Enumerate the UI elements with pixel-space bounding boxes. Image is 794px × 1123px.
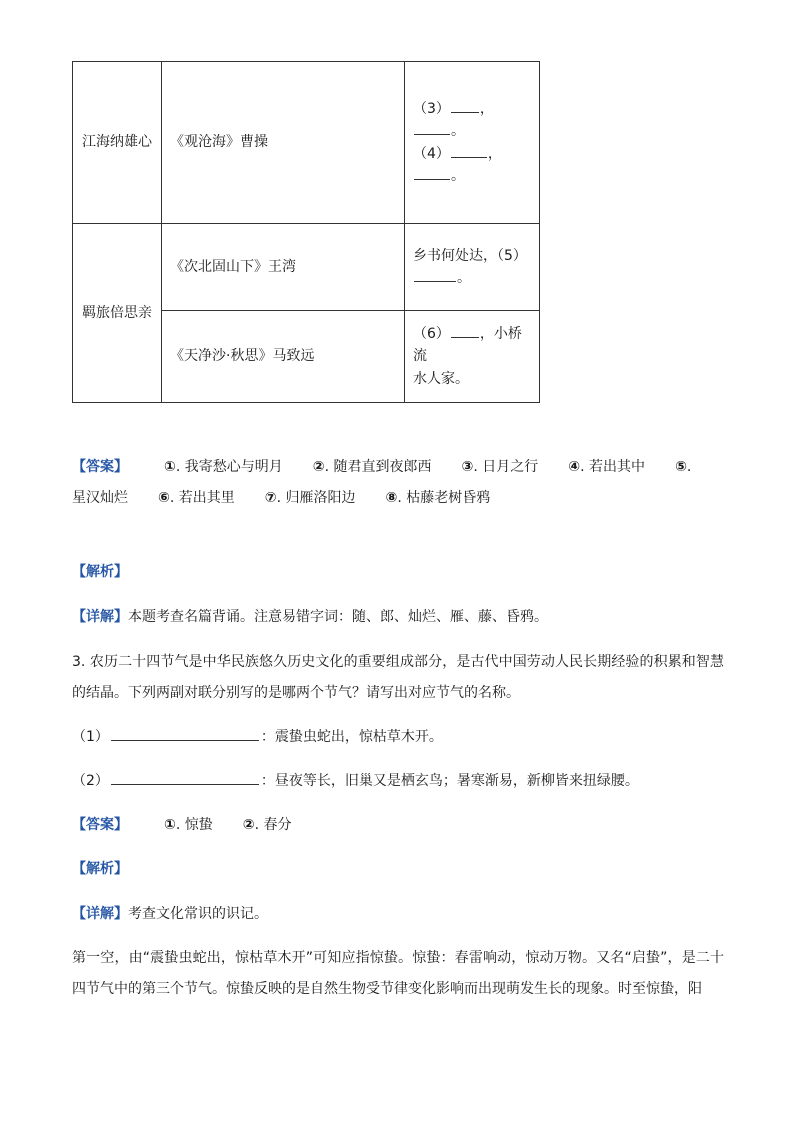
sub-question-2: （2） ：昼夜等长，旧巢又是栖玄鸟；暑寒渐易，新柳皆来扭绿腰。 (72, 770, 724, 790)
answer-blank[interactable] (451, 98, 479, 113)
answer-blank[interactable] (111, 770, 259, 785)
table-row (73, 62, 540, 224)
answer-section (72, 452, 724, 514)
answer-item: ①. 惊蛰 (164, 817, 213, 833)
detail-tag: 【详解】 (72, 906, 128, 922)
answer-section-2 (72, 814, 724, 834)
question-cell: （6） ，小桥流 水人家。 (405, 311, 540, 403)
analysis-heading-2: 【解析】 (72, 861, 128, 877)
answer-blank[interactable] (414, 120, 450, 135)
answer-item: ②. 春分 (242, 817, 292, 833)
answer-item: ③. 日月之行 (461, 459, 539, 475)
sub-question-1: （1） ：震蛰虫蛇出，惊枯草木开。 (72, 726, 724, 746)
analysis-paragraph: 第一空，由“震蛰虫蛇出，惊枯草木开”可知应指惊蛰。惊蛰：春雷响动，惊动万物。又名“启蛰”，是二十四节气中的第三个节气。惊蛰反映的是自然生物受节律变化影响而出现萌发生长的现象。时至惊蛰，阳 (72, 950, 724, 997)
answer-item: ⑤. (675, 459, 692, 475)
answer-item: ⑧. 枯藤老树昏鸦 (385, 490, 491, 506)
work-cell: 《天净沙·秋思》马致远 (162, 311, 405, 403)
question-cell: （3） ， 。 （4） ， 。 (405, 62, 540, 224)
analysis-detail-2: 【详解】考查文化常识的识记。 (72, 906, 268, 922)
answer-tag: 【答案】 (72, 817, 128, 833)
question-stem: 3. 农历二十四节气是中华民族悠久历史文化的重要组成部分，是古代中国劳动人民长期经验的积累和智慧的结晶。下列两副对联分别写的是哪两个节气？请写出对应节气的名称。 (72, 654, 724, 701)
answer-item: ⑦. 归雁洛阳边 (264, 490, 356, 506)
answer-blank[interactable] (111, 726, 259, 741)
question-cell: 乡书何处达，（5） 。 (405, 224, 540, 311)
answer-item: ④. 若出其中 (568, 459, 646, 475)
answer-blank[interactable] (414, 267, 456, 282)
answer-blank[interactable] (414, 165, 450, 180)
answer-blank[interactable] (451, 323, 479, 338)
table-row (73, 224, 540, 311)
answer-item: ②. 随君直到夜郎西 (312, 459, 432, 475)
answer-tag: 【答案】 (72, 459, 128, 475)
detail-tag: 【详解】 (72, 609, 128, 625)
answer-item: 星汉灿烂 (72, 490, 128, 506)
answer-blank[interactable] (451, 143, 487, 158)
theme-cell: 羁旅倍思亲 (73, 224, 162, 403)
poem-table (72, 61, 540, 403)
work-cell: 《观沧海》曹操 (162, 62, 405, 224)
theme-cell: 江海纳雄心 (73, 62, 162, 224)
analysis-detail: 【详解】本题考查名篇背诵。注意易错字词：随、郎、灿烂、雁、藤、昏鸦。 (72, 609, 548, 625)
work-cell: 《次北固山下》王湾 (162, 224, 405, 311)
analysis-heading: 【解析】 (72, 564, 128, 580)
answer-item: ⑥. 若出其里 (158, 490, 235, 506)
answer-item: ①. 我寄愁心与明月 (164, 459, 283, 475)
